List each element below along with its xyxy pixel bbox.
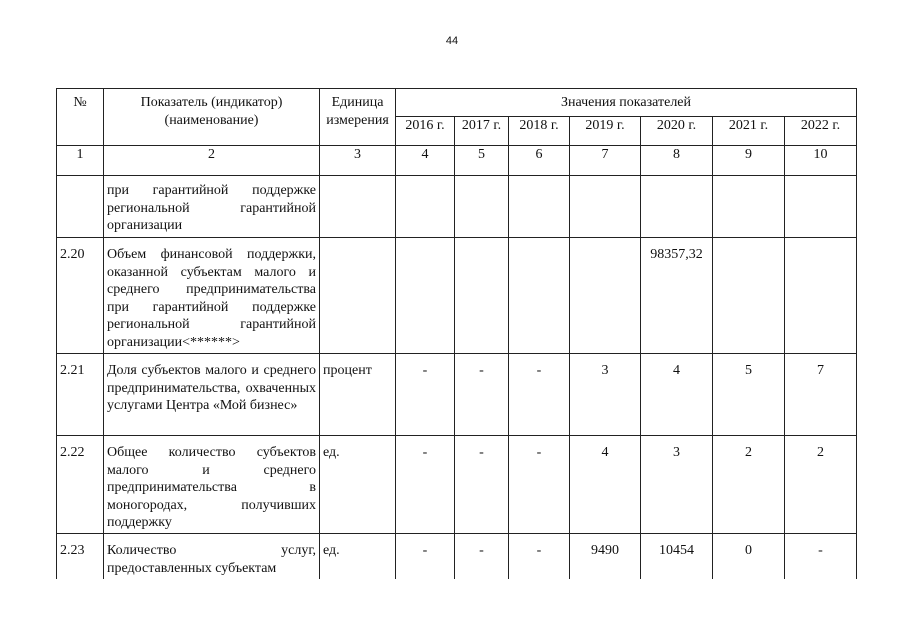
row-num: 2.20 xyxy=(57,238,104,354)
row-num: 2.21 xyxy=(57,354,104,436)
page-number: 44 xyxy=(445,35,459,47)
row-num: 2.22 xyxy=(57,436,104,534)
indicators-table xyxy=(56,88,857,579)
row-value: 4 xyxy=(570,436,641,534)
row-value: - xyxy=(455,354,509,436)
table-row xyxy=(57,238,857,354)
row-value xyxy=(713,176,785,238)
year-header: 2021 г. xyxy=(713,117,785,146)
row-value: - xyxy=(509,354,570,436)
row-value xyxy=(509,238,570,354)
row-unit xyxy=(320,176,396,238)
row-value xyxy=(641,176,713,238)
year-header: 2022 г. xyxy=(785,117,857,146)
row-value: - xyxy=(396,534,455,579)
row-indicator-name: Доля субъектов малого и среднего предпринимательства, охваченных услугами Центра «Мой бизнес» xyxy=(104,354,320,436)
row-value xyxy=(396,176,455,238)
table-row xyxy=(57,534,857,579)
row-indicator-name: Объем финансовой поддержки, оказанной субъектам малого и среднего предпринимательства при гарантийной поддержке региональной гарантийной организации<******> xyxy=(104,238,320,354)
row-value xyxy=(396,238,455,354)
year-header: 2020 г. xyxy=(641,117,713,146)
table-row xyxy=(57,354,857,436)
row-indicator-name: при гарантийной поддержке региональной гарантийной организации xyxy=(104,176,320,238)
column-number: 8 xyxy=(641,146,713,176)
row-unit: ед. xyxy=(320,436,396,534)
table-row xyxy=(57,436,857,534)
row-value: 3 xyxy=(641,436,713,534)
row-value: - xyxy=(509,534,570,579)
header-row xyxy=(57,89,857,117)
row-unit xyxy=(320,238,396,354)
row-value: 7 xyxy=(785,354,857,436)
row-value xyxy=(785,238,857,354)
year-header: 2018 г. xyxy=(509,117,570,146)
header-num: № xyxy=(57,89,104,146)
column-number: 10 xyxy=(785,146,857,176)
row-value: 3 xyxy=(570,354,641,436)
row-indicator-name: Общее количество субъектов малого и среднего предпринимательства в моногородах, получивших поддержку xyxy=(104,436,320,534)
row-value: 0 xyxy=(713,534,785,579)
row-value: - xyxy=(785,534,857,579)
row-value: - xyxy=(396,354,455,436)
row-indicator-name: Количество услуг, предоставленных субъектам xyxy=(104,534,320,579)
row-value: 4 xyxy=(641,354,713,436)
column-number: 7 xyxy=(570,146,641,176)
year-header: 2017 г. xyxy=(455,117,509,146)
column-number: 6 xyxy=(509,146,570,176)
row-value: - xyxy=(455,534,509,579)
row-value: 10454 xyxy=(641,534,713,579)
year-header: 2016 г. xyxy=(396,117,455,146)
row-value xyxy=(570,238,641,354)
column-numbers-row xyxy=(57,146,857,176)
row-value xyxy=(570,176,641,238)
row-value: - xyxy=(396,436,455,534)
row-unit: ед. xyxy=(320,534,396,579)
column-number: 4 xyxy=(396,146,455,176)
column-number: 2 xyxy=(104,146,320,176)
year-header: 2019 г. xyxy=(570,117,641,146)
row-value xyxy=(713,238,785,354)
row-value xyxy=(509,176,570,238)
column-number: 1 xyxy=(57,146,104,176)
column-number: 5 xyxy=(455,146,509,176)
row-value: 5 xyxy=(713,354,785,436)
row-value: 2 xyxy=(785,436,857,534)
row-value: 9490 xyxy=(570,534,641,579)
header-unit: Единица измерения xyxy=(320,89,396,146)
row-value: 98357,32 xyxy=(641,238,713,354)
row-unit: процент xyxy=(320,354,396,436)
row-num xyxy=(57,176,104,238)
row-value xyxy=(785,176,857,238)
row-num: 2.23 xyxy=(57,534,104,579)
table-row xyxy=(57,176,857,238)
row-value xyxy=(455,176,509,238)
row-value: - xyxy=(455,436,509,534)
row-value: 2 xyxy=(713,436,785,534)
row-value: - xyxy=(509,436,570,534)
header-indicator-name: Показатель (индикатор) (наименование) xyxy=(104,89,320,146)
column-number: 3 xyxy=(320,146,396,176)
row-value xyxy=(455,238,509,354)
header-values-title: Значения показателей xyxy=(396,89,857,117)
column-number: 9 xyxy=(713,146,785,176)
